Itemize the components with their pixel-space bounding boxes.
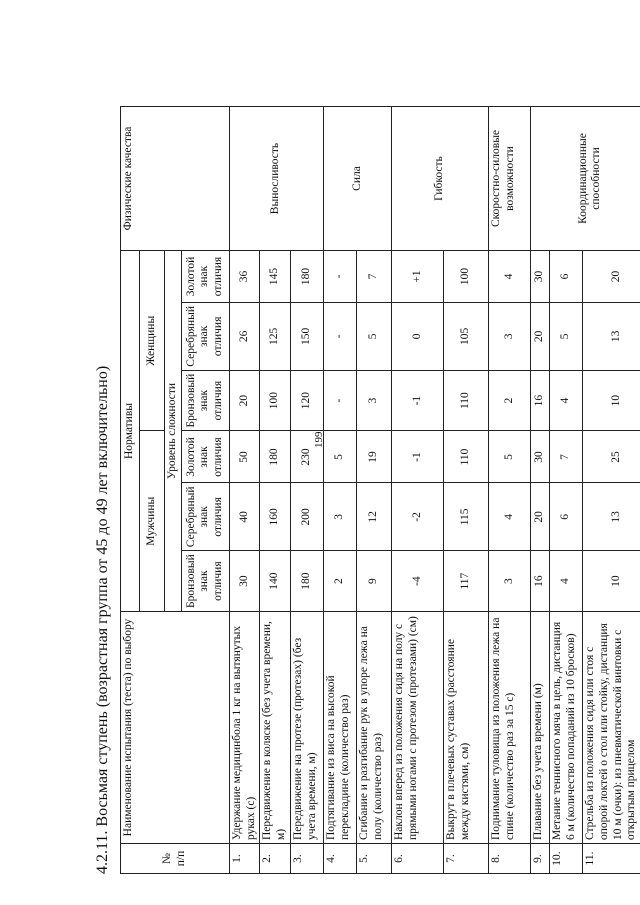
cell-value: 30 bbox=[530, 251, 549, 303]
row-number: 6. bbox=[391, 844, 443, 874]
header-qualities: Физические качества bbox=[121, 107, 230, 251]
header-norms: Нормативы bbox=[121, 251, 140, 612]
cell-value: 4 bbox=[549, 551, 582, 612]
header-num: № п/п bbox=[121, 844, 230, 874]
header-women: Женщины bbox=[140, 251, 165, 432]
cell-value: 30 bbox=[530, 431, 549, 483]
cell-value: 19 bbox=[356, 431, 391, 483]
cell-value: 5 bbox=[549, 303, 582, 371]
quality-flexibility: Гибкость bbox=[391, 107, 488, 251]
cell-value: 4 bbox=[488, 251, 530, 303]
cell-value: 50 bbox=[229, 431, 260, 483]
table-row bbox=[323, 107, 356, 874]
cell-value: - bbox=[323, 370, 356, 431]
cell-value: 20 bbox=[530, 483, 549, 551]
row-name: Метание теннисного мяча в цель, дистанция 6 м (количество попаданий из 10 бросков) bbox=[549, 612, 582, 844]
row-number: 5. bbox=[356, 844, 391, 874]
cell-value: 125 bbox=[260, 303, 291, 371]
header-women-gold: Золотой знак отличия bbox=[181, 251, 229, 303]
cell-value: 16 bbox=[530, 551, 549, 612]
page-number: 199 bbox=[313, 431, 325, 448]
row-number: 10. bbox=[549, 844, 582, 874]
header-men: Мужчины bbox=[140, 431, 165, 612]
cell-value: - bbox=[323, 303, 356, 371]
cell-value: 20 bbox=[530, 303, 549, 371]
cell-value: 40 bbox=[229, 483, 260, 551]
cell-value: 6 bbox=[549, 483, 582, 551]
cell-value: 230 bbox=[290, 431, 323, 483]
cell-value: 12 bbox=[356, 483, 391, 551]
cell-value: - bbox=[323, 251, 356, 303]
cell-value: +1 bbox=[391, 251, 443, 303]
table-row bbox=[391, 107, 443, 874]
quality-coordination: Координационные способности bbox=[530, 107, 640, 251]
header-women-silver: Серебряный знак отличия bbox=[181, 303, 229, 371]
row-name: Передвижение в коляске (без учета времени, м) bbox=[260, 612, 291, 844]
cell-value: 3 bbox=[323, 483, 356, 551]
cell-value: -2 bbox=[391, 483, 443, 551]
header-men-gold: Золотой знак отличия bbox=[181, 431, 229, 483]
cell-value: 6 bbox=[549, 251, 582, 303]
cell-value: 36 bbox=[229, 251, 260, 303]
row-number: 8. bbox=[488, 844, 530, 874]
cell-value: 5 bbox=[323, 431, 356, 483]
cell-value: 160 bbox=[260, 483, 291, 551]
cell-value: 20 bbox=[229, 370, 260, 431]
row-number: 11. bbox=[582, 844, 640, 874]
row-name: Поднимание туловища из положения лежа на спине (количество раз за 15 с) bbox=[488, 612, 530, 844]
header-men-bronze: Бронзовый знак отличия bbox=[181, 551, 229, 612]
row-name: Наклон вперед из положения сидя на полу с прямыми ногами с протезом (протезами) (см) bbox=[391, 612, 443, 844]
cell-value: 0 bbox=[391, 303, 443, 371]
cell-value: 3 bbox=[488, 551, 530, 612]
cell-value: 150 bbox=[290, 303, 323, 371]
table-row bbox=[488, 107, 530, 874]
cell-value: -1 bbox=[391, 370, 443, 431]
cell-value: 180 bbox=[260, 431, 291, 483]
row-name: Выкрут в плечевых суставах (расстояние между кистями, см) bbox=[443, 612, 488, 844]
cell-value: 2 bbox=[323, 551, 356, 612]
row-name: Передвижение на протезе (протезах) (без учета времени, м) bbox=[290, 612, 323, 844]
cell-value: 110 bbox=[443, 431, 488, 483]
quality-endurance: Выносливость bbox=[229, 107, 323, 251]
cell-value: 100 bbox=[260, 370, 291, 431]
row-name: Удержание медицинбола 1 кг на вытянутых руках (с) bbox=[229, 612, 260, 844]
row-name: Плавание без учета времени (м) bbox=[530, 612, 549, 844]
row-number: 1. bbox=[229, 844, 260, 874]
cell-value: 100 bbox=[443, 251, 488, 303]
header-name: Наименование испытания (теста) по выбору bbox=[121, 612, 230, 844]
cell-value: 30 bbox=[229, 551, 260, 612]
cell-value: 140 bbox=[260, 551, 291, 612]
quality-speed-strength: Скоростно-силовые возможности bbox=[488, 107, 530, 251]
table-row bbox=[229, 107, 260, 874]
cell-value: 7 bbox=[549, 431, 582, 483]
cell-value: 13 bbox=[582, 303, 640, 371]
cell-value: 110 bbox=[443, 370, 488, 431]
table-row bbox=[530, 107, 549, 874]
row-number: 9. bbox=[530, 844, 549, 874]
header-difficulty: Уровень сложности bbox=[165, 251, 182, 612]
cell-value: 13 bbox=[582, 483, 640, 551]
rotated-page bbox=[88, 32, 640, 880]
cell-value: -4 bbox=[391, 551, 443, 612]
norms-table bbox=[120, 106, 640, 874]
cell-value: 7 bbox=[356, 251, 391, 303]
cell-value: 5 bbox=[356, 303, 391, 371]
row-number: 3. bbox=[290, 844, 323, 874]
cell-value: 117 bbox=[443, 551, 488, 612]
cell-value: 10 bbox=[582, 551, 640, 612]
cell-value: 120 bbox=[290, 370, 323, 431]
cell-value: 9 bbox=[356, 551, 391, 612]
row-number: 4. bbox=[323, 844, 356, 874]
row-name: Сгибание и разгибание рук в упоре лежа на полу (количество раз) bbox=[356, 612, 391, 844]
row-name: Подтягивание из виса на высокой перекладине (количество раз) bbox=[323, 612, 356, 844]
cell-value: 4 bbox=[549, 370, 582, 431]
cell-value: 3 bbox=[356, 370, 391, 431]
cell-value: 26 bbox=[229, 303, 260, 371]
page-title: 4.2.11. Восьмая ступень (возрастная группа от 45 до 49 лет включительно) bbox=[94, 365, 111, 874]
cell-value: 16 bbox=[530, 370, 549, 431]
cell-value: 105 bbox=[443, 303, 488, 371]
cell-value: 2 bbox=[488, 370, 530, 431]
header-men-silver: Серебряный знак отличия bbox=[181, 483, 229, 551]
cell-value: 3 bbox=[488, 303, 530, 371]
cell-value: 5 bbox=[488, 431, 530, 483]
cell-value: 4 bbox=[488, 483, 530, 551]
row-number: 7. bbox=[443, 844, 488, 874]
row-number: 2. bbox=[260, 844, 291, 874]
cell-value: 145 bbox=[260, 251, 291, 303]
cell-value: 10 bbox=[582, 370, 640, 431]
cell-value: 25 bbox=[582, 431, 640, 483]
cell-value: 180 bbox=[290, 251, 323, 303]
header-women-bronze: Бронзовый знак отличия bbox=[181, 370, 229, 431]
row-name: Стрельба из положения сидя или стоя с опорой локтей о стол или стойку, дистанция 10 м (очки): из пневматической винтовки с открытым прицелом bbox=[582, 612, 640, 844]
cell-value: 200 bbox=[290, 483, 323, 551]
quality-strength: Сила bbox=[323, 107, 391, 251]
cell-value: 20 bbox=[582, 251, 640, 303]
cell-value: -1 bbox=[391, 431, 443, 483]
cell-value: 115 bbox=[443, 483, 488, 551]
cell-value: 180 bbox=[290, 551, 323, 612]
